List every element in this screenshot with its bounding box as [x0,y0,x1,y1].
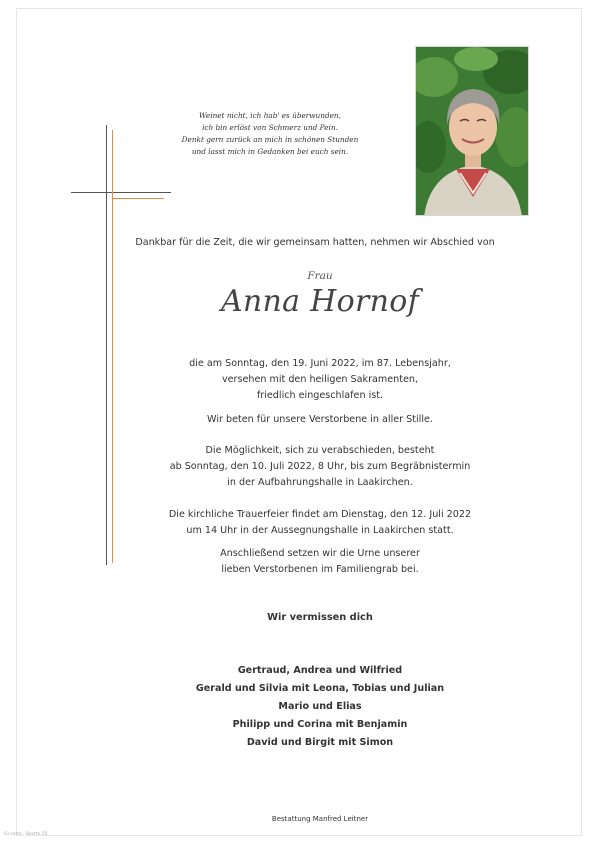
salutation: Frau [307,270,333,282]
family-member-line: Philipp und Corina mit Benjamin [232,719,408,730]
text-line: um 14 Uhr in der Aussegnungshalle in Laakirchen statt. [186,525,454,536]
deceased-name: Anna Hornof [220,284,420,319]
portrait-photo [415,46,529,216]
text-line: Die Möglichkeit, sich zu verabschieden, besteht [205,445,435,456]
undertaker-name: Bestattung Manfred Leitner [271,815,369,823]
ceremony-block [120,507,520,539]
text-line: in der Aufbahrungshalle in Laakirchen. [227,477,413,488]
death-notice-block [120,356,520,404]
cross-vertical-line [106,125,107,565]
text-line: Anschließend setzen wir die Urne unserer [220,548,420,559]
poem-line: Denkt gern zurück an mich in schönen Stunden [181,135,359,144]
viewing-block [120,443,520,491]
poem-line: und lasst mich in Gedanken bei euch sein. [191,147,349,156]
portrait-photo-illustration [416,47,529,216]
closing-line: Wir vermissen dich [267,612,373,623]
poem-line: Weinet nicht, ich hab' es überwunden, [199,111,341,120]
text-line: versehen mit den heiligen Sakramenten, [221,374,419,385]
intro-text: Dankbar für die Zeit, die wir gemeinsam hatten, nehmen wir Abschied von [135,237,495,248]
family-member-line: Mario und Elias [278,701,362,712]
text-line: friedlich eingeschlafen ist. [256,390,384,401]
family-member-line: Gertraud, Andrea und Wilfried [237,665,403,676]
family-member-line: David und Birgit mit Simon [246,737,394,748]
text-line: ab Sonntag, den 10. Juli 2022, 8 Uhr, bis zum Begräbnistermin [169,461,471,472]
text-line: lieben Verstorbenen im Familiengrab bei. [221,564,419,575]
text-line: Wir beten für unsere Verstorbene in aller Stille. [207,414,433,425]
family-member-line: Gerald und Silvia mit Leona, Tobias und Julian [195,683,445,694]
burial-block [120,546,520,578]
cross-horizontal-line [71,192,171,193]
footer-code: Gr.Leitn - Bestte 55 [4,832,48,837]
cross-accent-horizontal-line [112,198,164,199]
cross-accent-vertical-line [112,130,113,563]
poem-line: ich bin erlöst von Schmerz und Pein. [202,123,338,132]
poem [165,110,375,158]
family-list [120,662,520,752]
text-line: die am Sonntag, den 19. Juni 2022, im 87. Lebensjahr, [189,358,451,369]
prayer-block [120,412,520,428]
text-line: Die kirchliche Trauerfeier findet am Dienstag, den 12. Juli 2022 [168,509,472,520]
